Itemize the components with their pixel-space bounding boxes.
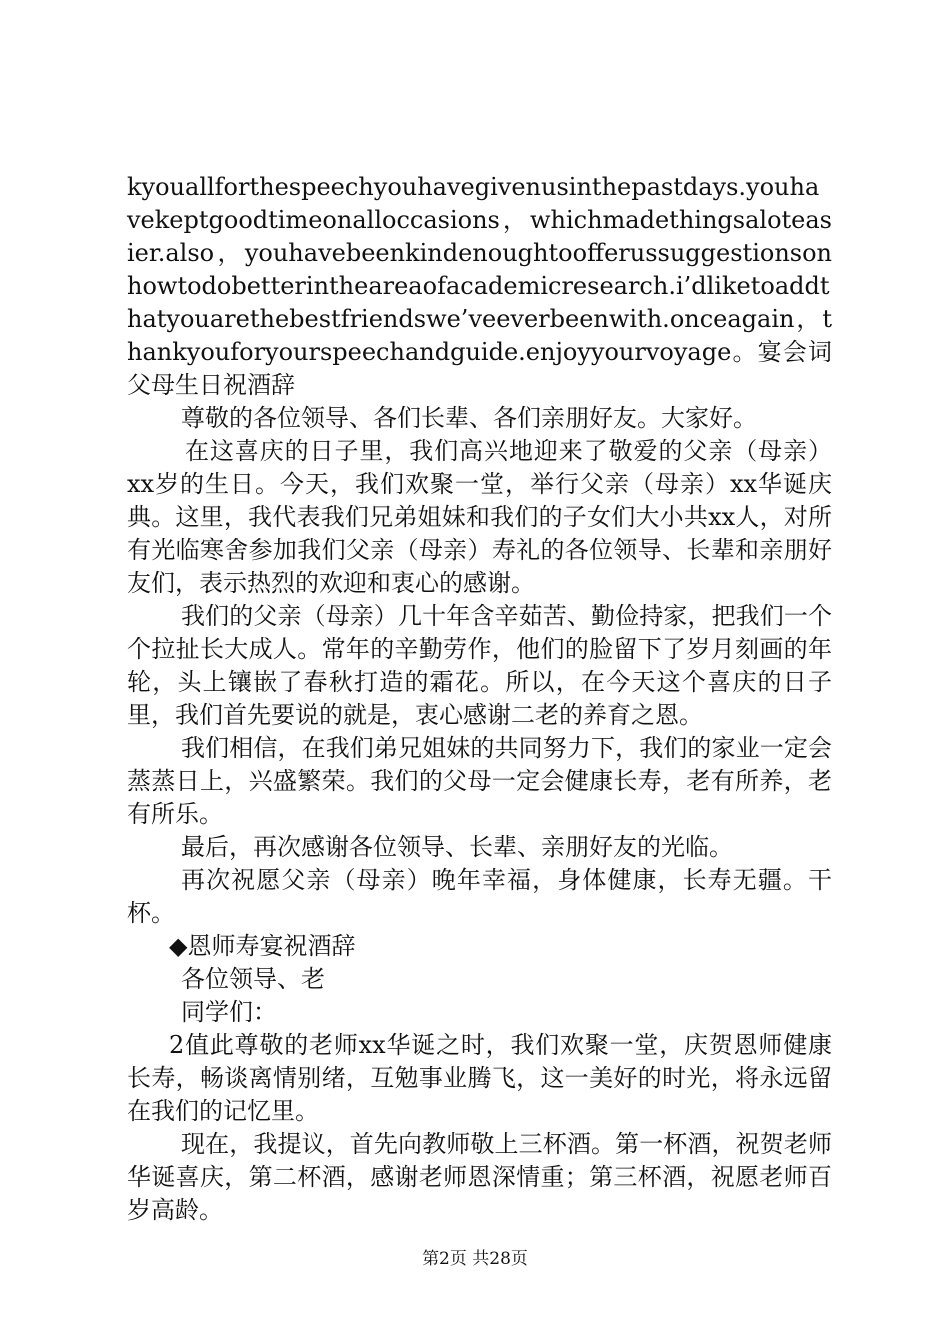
paragraph-birthday-intro: 在这喜庆的日子里，我们高兴地迎来了敬爱的父亲（母亲）xx岁的生日。今天，我们欢聚一堂，举行父亲（母亲）xx华诞庆典。这里，我代表我们兄弟姐妹和我们的子女们大小共xx人，对所有光临寒舍参加我们父亲（母亲）寿礼的各位领导、长辈和亲朋好友们，表示热烈的欢迎和衷心的感谢。 (127, 437, 832, 597)
paragraph-thanks-guests: 最后，再次感谢各位领导、长辈、亲朋好友的光临。 (181, 833, 733, 861)
paragraph-teacher-celebration: 2值此尊敬的老师xx华诞之时，我们欢聚一堂，庆贺恩师健康长寿，畅谈离情别绪，互勉事业腾飞，这一美好的时光，将永远留在我们的记忆里。 (127, 1031, 832, 1125)
paragraph-toast: 再次祝愿父亲（母亲）晚年幸福，身体健康，长寿无疆。干杯。 (127, 866, 832, 927)
paragraph-parents-gratitude: 我们的父亲（母亲）几十年含辛茹苦、勤俭持家，把我们一个个拉扯长大成人。常年的辛勤劳作，他们的脸留下了岁月刻画的年轮，头上镶嵌了春秋打造的霜花。所以，在今天这个喜庆的日子里，我们首先要说的就是，衷心感谢二老的养育之恩。 (127, 602, 832, 729)
section-heading-teacher-toast: ◆恩师寿宴祝酒辞 (169, 932, 356, 960)
paragraph-english-closing: kyouallforthespeechyouhavegivenusinthepastdays.youhavekeptgoodtimeonalloccasions，whichmadethingsaloteasier.also，youhavebeenkindenoughtoofferussuggestionsonhowtodobetterintheareaofacademicresearch.i’dliketoaddthatyouarethebestfriendswe’veeverbeenwith.onceagain，thankyouforyourspeechandguide.enjoyyourvoyage。宴会词父母生日祝酒辞 (127, 173, 832, 399)
paragraph-three-toasts: 现在，我提议，首先向教师敬上三杯酒。第一杯酒，祝贺老师华诞喜庆，第二杯酒，感谢老师恩深情重；第三杯酒，祝愿老师百岁高龄。 (127, 1130, 832, 1224)
paragraph-greeting: 尊敬的各位领导、各们长辈、各们亲朋好友。大家好。 (181, 404, 757, 432)
page-number-footer: 第2页 共28页 (422, 1249, 528, 1269)
paragraph-address-classmates: 同学们： (181, 998, 277, 1026)
paragraph-address-leaders: 各位领导、老 (181, 965, 325, 993)
document-body (127, 171, 832, 1227)
paragraph-family-future: 我们相信，在我们弟兄姐妹的共同努力下，我们的家业一定会蒸蒸日上，兴盛繁荣。我们的父母一定会健康长寿，老有所养，老有所乐。 (127, 734, 832, 828)
